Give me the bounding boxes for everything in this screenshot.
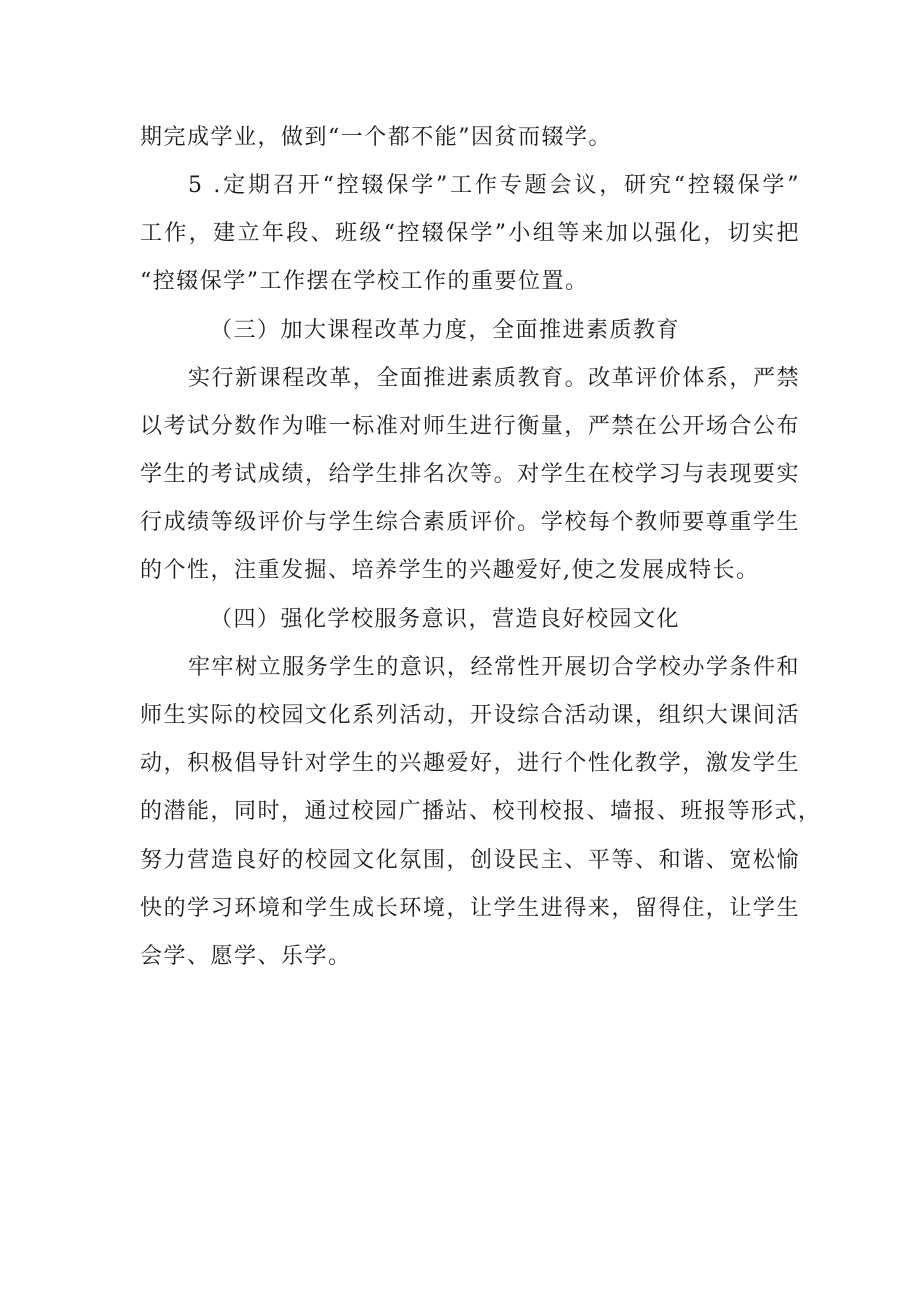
paragraph-line: 努力营造良好的校园文化氛围，创设民主、平等、和谐、宽松愉 — [140, 848, 800, 873]
paragraph-line: 牢牢树立服务学生的意识，经常性开展切合学校办学条件和 — [188, 655, 800, 680]
paragraph-line: 的个性，注重发掘、培养学生的兴趣爱好,使之发展成特长。 — [140, 558, 760, 583]
paragraph-line: 期完成学业，做到“一个都不能”因贫而辍学。 — [140, 125, 612, 150]
paragraph-line: 师生实际的校园文化系列活动，开设综合活动课，组织大课间活 — [140, 703, 800, 728]
paragraph-line: 学生的考试成绩，给学生排名次等。对学生在校学习与表现要实 — [140, 462, 800, 487]
paragraph-line: 会学、愿学、乐学。 — [140, 944, 352, 969]
paragraph-line: 快的学习环境和学生成长环境，让学生进得来，留得住，让学生 — [140, 896, 800, 921]
paragraph-line: “控辍保学”工作摆在学校工作的重要位置。 — [140, 269, 589, 294]
paragraph-line: 工作，建立年段、班级“控辍保学”小组等来加以强化，切实把 — [140, 221, 800, 246]
paragraph-line: 5 .定期召开“控辍保学”工作专题会议，研究“控辍保学” — [188, 173, 800, 198]
paragraph-line: 以考试分数作为唯一标准对师生进行衡量，严禁在公开场合公布 — [140, 414, 800, 439]
section-heading: （四）强化学校服务意识，营造良好校园文化 — [210, 607, 681, 632]
paragraph-line: 的潜能，同时，通过校园广播站、校刊校报、墙报、班报等形式， — [140, 799, 822, 824]
section-heading: （三）加大课程改革力度，全面推进素质教育 — [210, 318, 681, 343]
paragraph-line: 行成绩等级评价与学生综合素质评价。学校每个教师要尊重学生 — [140, 510, 800, 535]
paragraph-line: 实行新课程改革，全面推进素质教育。改革评价体系，严禁 — [188, 366, 800, 391]
paragraph-line: 动，积极倡导针对学生的兴趣爱好，进行个性化教学，激发学生 — [140, 751, 800, 776]
